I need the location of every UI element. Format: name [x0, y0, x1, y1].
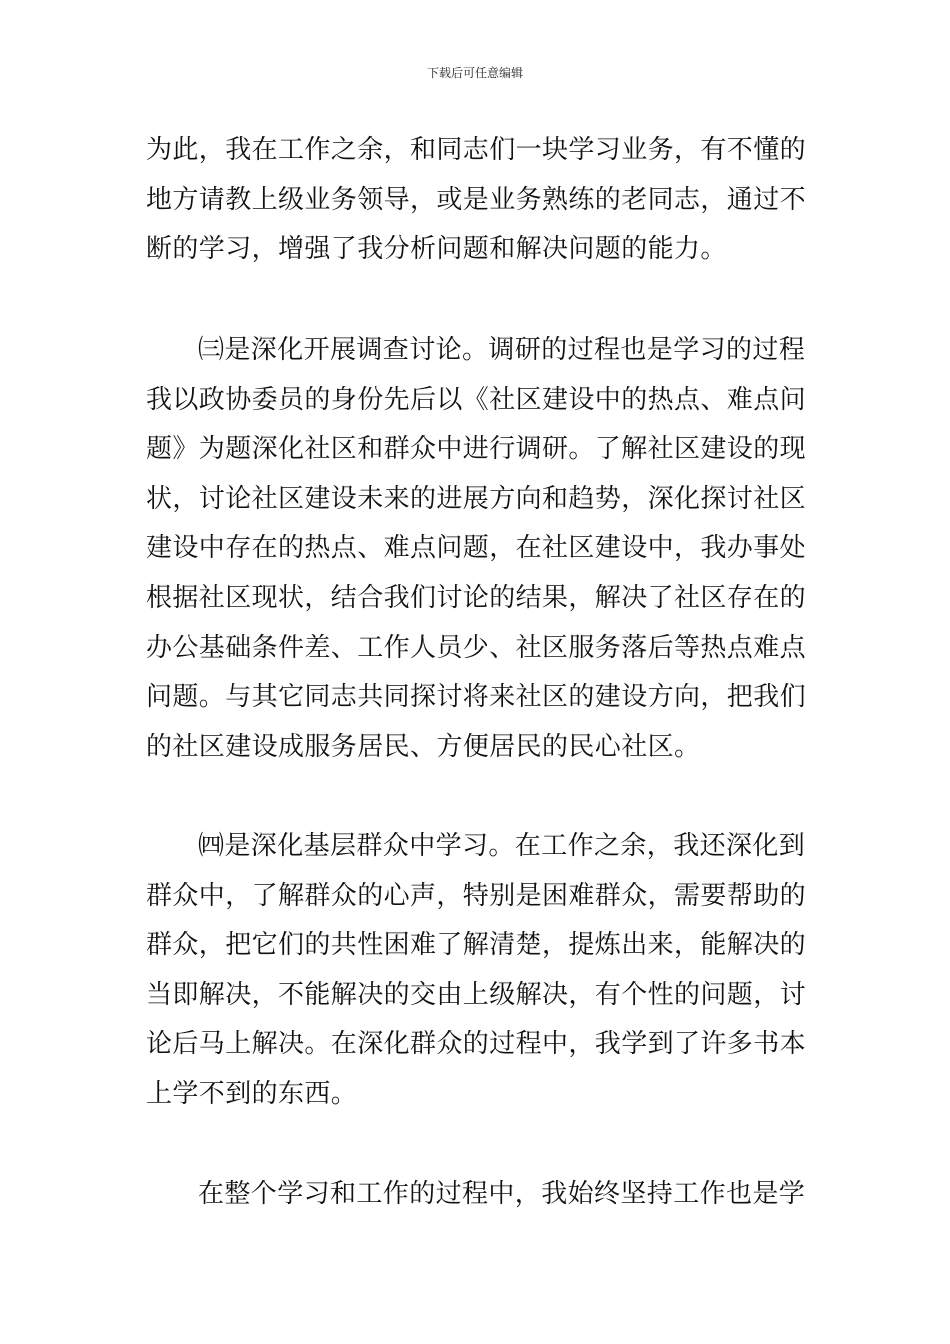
text-line: 断的学习，增强了我分析问题和解决问题的能力。: [146, 234, 727, 265]
paragraph-summary: [146, 1170, 810, 1220]
text-line: 根据社区现状，结合我们讨论的结果，解决了社区存在的: [146, 582, 807, 613]
paragraph-grassroots-learning: [146, 822, 810, 1120]
text-line: 在整个学习和工作的过程中，我始终坚持工作也是学: [198, 1179, 806, 1209]
paragraph-investigation: [146, 326, 810, 772]
text-line: ㈣是深化基层群众中学习。在工作之余，我还深化到: [198, 831, 806, 861]
text-line: ㈢是深化开展调查讨论。调研的过程也是学习的过程: [198, 335, 806, 365]
text-line: 问题。与其它同志共同探讨将来社区的建设方向，把我们: [146, 682, 807, 713]
text-line: 论后马上解决。在深化群众的过程中，我学到了许多书本: [146, 1029, 807, 1060]
text-line: 群众，把它们的共性困难了解清楚，提炼出来，能解决的: [146, 930, 807, 961]
text-line: 建设中存在的热点、难点问题，在社区建设中，我办事处: [146, 533, 807, 564]
text-line: 办公基础条件差、工作人员少、社区服务落后等热点难点: [146, 632, 807, 663]
paragraph-study-business: [146, 126, 810, 275]
text-line: 为此，我在工作之余，和同志们一块学习业务，有不懂的: [146, 135, 807, 165]
text-line: 地方请教上级业务领导，或是业务熟练的老同志，通过不: [146, 184, 807, 215]
text-line: 当即解决，不能解决的交由上级解决，有个性的问题，讨: [146, 979, 807, 1010]
text-line: 上学不到的东西。: [146, 1078, 358, 1109]
text-line: 的社区建设成服务居民、方便居民的民心社区。: [146, 731, 701, 762]
text-line: 群众中，了解群众的心声，特别是困难群众，需要帮助的: [146, 880, 807, 911]
text-line: 题》为题深化社区和群众中进行调研。了解社区建设的现: [146, 434, 807, 465]
text-line: 状，讨论社区建设未来的进展方向和趋势，深化探讨社区: [146, 483, 807, 514]
text-line: 我以政协委员的身份先后以《社区建设中的热点、难点问: [146, 384, 807, 415]
page-header: 下载后可任意编辑: [426, 66, 523, 80]
